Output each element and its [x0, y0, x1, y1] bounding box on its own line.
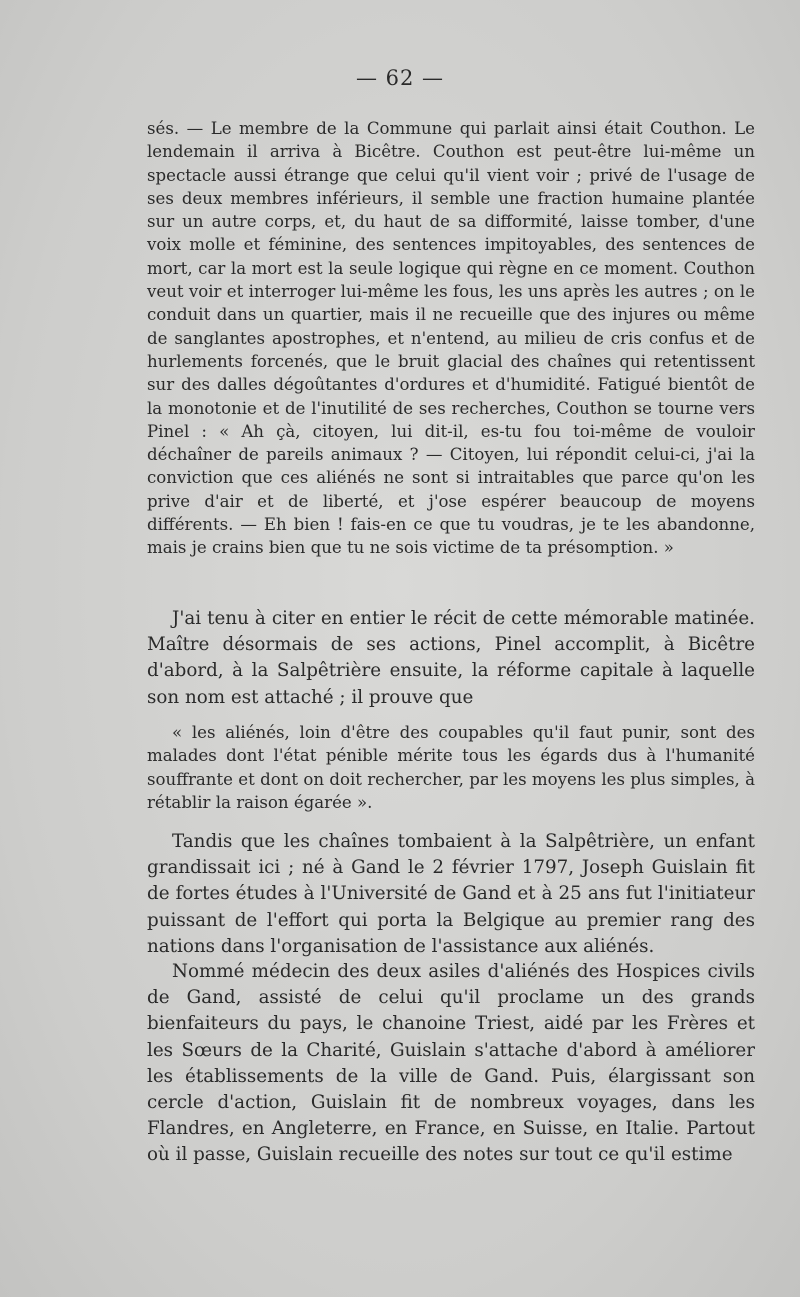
paragraph-guislain-birth: Tandis que les chaînes tombaient à la Salpêtrière, un enfant grandissait ici ; né à Gand le 2 février 1797, Joseph Guislain fit de fortes études à l'Université de Gand et à 25 ans fut l'initiateur puissant de l'effort qui porta la Belgique au premier rang des nations dans l'organisation de l'assistance aux aliénés. — [147, 831, 755, 957]
page-number: — 62 — — [355, 66, 445, 90]
paragraph-alienes-citation: « les aliénés, loin d'être des coupables qu'il faut punir, sont des malades dont l'état pénible mérite tous les égards dus à l'humanité souffrante et dont on doit rechercher, par les moyens les plus simples, à rétablir la raison égarée ». — [147, 723, 755, 812]
paragraph-couthon-quote: sés. — Le membre de la Commune qui parlait ainsi était Couthon. Le lendemain il arriva à Bicêtre. Couthon est peut-être lui-même un spectacle aussi étrange que celui qu'il vient voir ; privé de l'usage de ses deux membres inférieurs, il semble une fraction humaine plantée sur un autre corps, et, du haut de sa difformité, laisse tomber, d'une voix molle et féminine, des sentences impitoyables, des sentences de mort, car la mort est la seule logique qui règne en ce moment. Couthon veut voir et interroger lui-même les fous, les uns après les autres ; on le conduit dans un quartier, mais il ne recueille que des injures ou même de sanglantes apostrophes, et n'entend, au milieu de cris confus et de hurlements forcenés, que le bruit glacial des chaînes qui retentissent sur des dalles dégoûtantes d'ordures et d'humidité. Fatigué bientôt de la monotonie et de l'inutilité de ses recherches, Couthon se tourne vers Pinel : « Ah çà, citoyen, lui dit-il, es-tu fou toi-même de vouloir déchaîner de pareils animaux ? — Citoyen, lui répondit celui-ci, j'ai la conviction que ces aliénés ne sont si intraitables que parce qu'on les prive d'air et de liberté, et j'ose espérer beaucoup de moyens différents. — Eh bien ! fais-en ce que tu voudras, je te les abandonne, mais je crains bien que tu ne sois victime de ta présomption. » — [147, 119, 755, 558]
paragraph-pinel-reform: J'ai tenu à citer en entier le récit de cette mémorable matinée. Maître désormais de ses actions, Pinel accomplit, à Bicêtre d'abord, à la Salpêtrière ensuite, la réforme capitale à laquelle son nom est attaché ; il prouve que — [147, 608, 755, 708]
paragraph-guislain-career: Nommé médecin des deux asiles d'aliénés des Hospices civils de Gand, assisté de celui qu'il proclame un des grands bienfaiteurs du pays, le chanoine Triest, aidé par les Frères et les Sœurs de la Charité, Guislain s'attache d'abord à améliorer les établissements de la ville de Gand. Puis, élargissant son cercle d'action, Guislain fit de nombreux voyages, dans les Flandres, en Angleterre, en France, en Suisse, en Italie. Partout où il passe, Guislain recueille des notes sur tout ce qu'il estime — [147, 961, 755, 1166]
